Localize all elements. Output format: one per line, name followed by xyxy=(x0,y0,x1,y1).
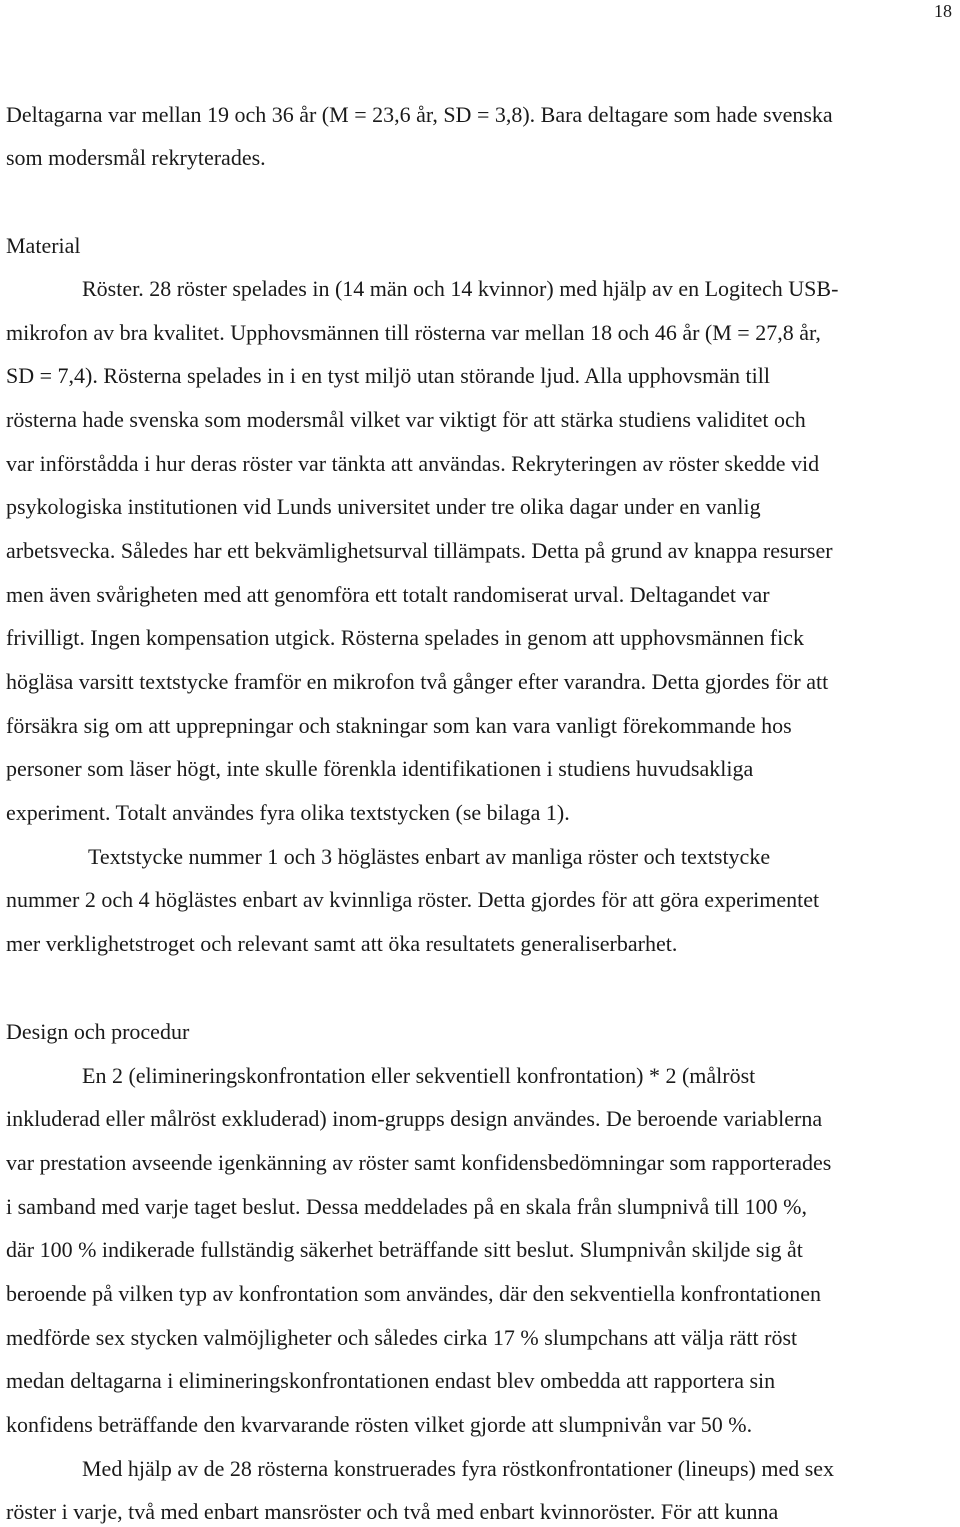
text-line: experiment. Totalt användes fyra olika textstycken (se bilaga 1). xyxy=(6,800,570,825)
text-line: men även svårigheten med att genomföra ett totalt randomiserat urval. Deltagandet var xyxy=(6,582,770,607)
text-line: som modersmål rekryterades. xyxy=(6,145,266,170)
text-line: medförde sex stycken valmöjligheter och således cirka 17 % slumpchans att välja rätt röst xyxy=(6,1325,798,1350)
text-line: mer verklighetstroget och relevant samt att öka resultatets generaliserbarhet. xyxy=(6,931,678,956)
text-line: inkluderad eller målröst exkluderad) inom-grupps design användes. De beroende variablerna xyxy=(6,1106,823,1131)
text-line: var prestation avseende igenkänning av röster samt konfidensbedömningar som rapporterades xyxy=(6,1150,832,1175)
text-line: medan deltagarna i elimineringskonfrontationen endast blev ombedda att rapportera sin xyxy=(6,1368,776,1393)
text-line: Röster. 28 röster spelades in (14 män och 14 kvinnor) med hjälp av en Logitech USB- xyxy=(82,276,839,301)
text-line: Med hjälp av de 28 rösterna konstruerades fyra röstkonfrontationer (lineups) med sex xyxy=(82,1456,835,1481)
text-line: rösterna hade svenska som modersmål vilket var viktigt för att stärka studiens validitet och xyxy=(6,407,806,432)
text-line: försäkra sig om att upprepningar och stakningar som kan vara vanligt förekommande hos xyxy=(6,713,792,738)
text-line: Deltagarna var mellan 19 och 36 år (M = 23,6 år, SD = 3,8). Bara deltagare som hade svenska xyxy=(6,102,833,127)
text-line: arbetsvecka. Således har ett bekvämlighetsurval tillämpats. Detta på grund av knappa resurser xyxy=(6,538,833,563)
text-line: SD = 7,4). Rösterna spelades in i en tyst miljö utan störande ljud. Alla upphovsmän till xyxy=(6,363,770,388)
text-line: där 100 % indikerade fullständig säkerhet beträffande sitt beslut. Slumpnivån skiljde sig åt xyxy=(6,1237,803,1262)
text-line: konfidens beträffande den kvarvarande rösten vilket gjorde att slumpnivån var 50 %. xyxy=(6,1412,753,1437)
text-line: Textstycke nummer 1 och 3 höglästes enbart av manliga röster och textstycke xyxy=(88,844,771,869)
section-heading-material: Material xyxy=(6,233,81,258)
text-line: personer som läser högt, inte skulle förenkla identifikationen i studiens huvudsakliga xyxy=(6,756,754,781)
text-line: psykologiska institutionen vid Lunds universitet under tre olika dagar under en vanlig xyxy=(6,494,761,519)
text-line: En 2 (elimineringskonfrontation eller sekventiell konfrontation) * 2 (målröst xyxy=(82,1063,756,1088)
text-line: röster i varje, två med enbart mansröster och två med enbart kvinnoröster. För att kunna xyxy=(6,1499,779,1524)
text-line: beroende på vilken typ av konfrontation som användes, där den sekventiella konfrontationen xyxy=(6,1281,821,1306)
text-line: frivilligt. Ingen kompensation utgick. Rösterna spelades in genom att upphovsmännen fick xyxy=(6,625,804,650)
text-line: nummer 2 och 4 höglästes enbart av kvinnliga röster. Detta gjordes för att göra experimentet xyxy=(6,887,820,912)
section-heading-design: Design och procedur xyxy=(6,1019,190,1044)
text-line: i samband med varje taget beslut. Dessa meddelades på en skala från slumpnivå till 100 %, xyxy=(6,1194,807,1219)
page-number: 18 xyxy=(934,1,952,21)
text-line: mikrofon av bra kvalitet. Upphovsmännen till rösterna var mellan 18 och 46 år (M = 27,8 år, xyxy=(6,320,821,345)
text-line: var införstådda i hur deras röster var tänkta att användas. Rekryteringen av röster skedde vid xyxy=(6,451,820,476)
text-line: högläsa varsitt textstycke framför en mikrofon två gånger efter varandra. Detta gjordes för att xyxy=(6,669,829,694)
